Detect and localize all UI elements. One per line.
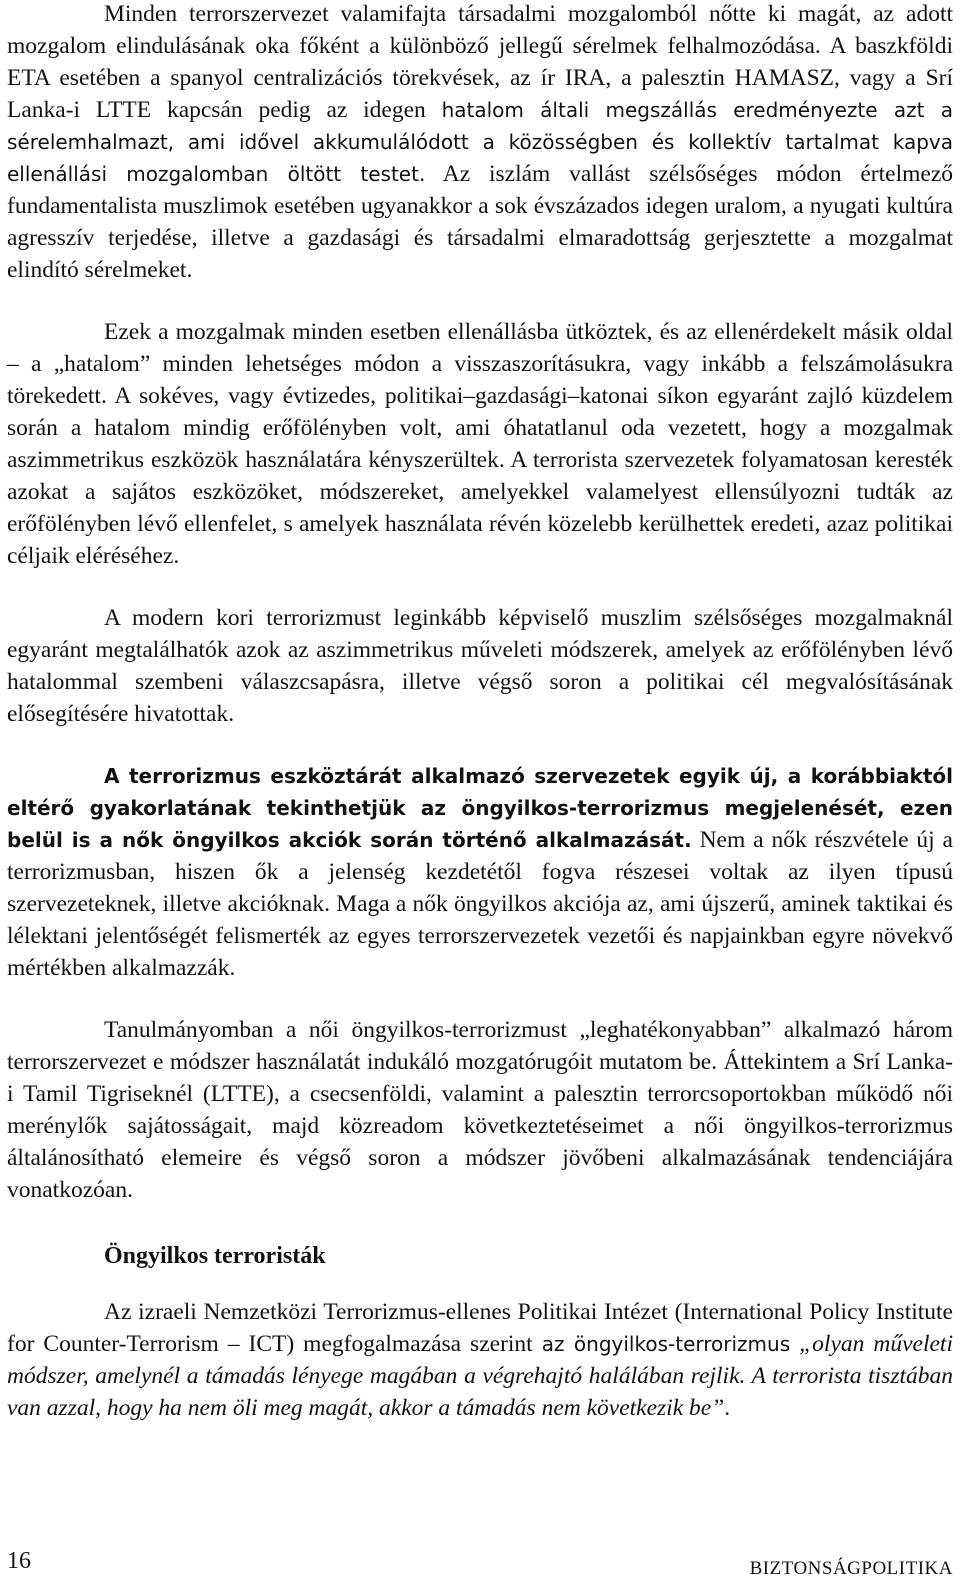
paragraph-6-quote: „olyan műveleti módszer, amelynél a támadás lényege magában a végrehajtó halálában rejlik. A terrorista tisztában van azzal, hogy ha nem öli meg magát, akkor a támadás nem következik be” [7, 1331, 953, 1421]
paragraph-2: Ezek a mozgalmak minden esetben ellenállásba ütköztek, és az ellenérdekelt másik oldal – a „hatalom” minden lehetséges módon a visszaszorításukra, vagy inkább a felszámolásukra törekedett. A sokéves, vagy évtizedes, politikai–gazdasági–katonai síkon egyaránt zajló küzdelem során a hatalom mindig erőfölényben volt, ami óhatatlanul oda vezetett, hogy a mozgalmak aszimmetrikus eszközök használatára kényszerültek. A terrorista szervezetek folyamatosan keresték azokat a sajátos eszközöket, módszereket, amelyekkel valamelyest ellensúlyozni tudták az erőfölényben lévő ellenfelet, s amelyek használata révén közelebb kerülhettek eredeti, azaz politikai céljaik eléréséhez. [7, 319, 953, 569]
paragraph-1-text-a: Minden terrorszervezet valamifajta társadalmi mozgalomból nőtte ki magát, az adott mozgalom elindulásának oka főként a különböző jellegű sérelmek felhalmozódása. A baszkföldi ETA esetében a spanyol centralizációs törekvések, az ír IRA, a palesztin HAMASZ, vagy a Srí Lanka-i LTTE kapcsán pedig az idegen [7, 1, 953, 123]
paragraph-6-text: Az izraeli Nemzetközi Terrorizmus-ellenes Politikai Intézet (International Policy Institute for Counter-Terrorism – ICT) megfogalmazása szerint [7, 1299, 953, 1357]
paragraph-1-text-b: Az iszlám vallást szélsőséges módon értelmező fundamentalista muszlimok esetében ugyanakkor a sok évszázados idegen uralom, a nyugati kultúra agresszív terjedése, illetve a gazdasági és társadalmi elmaradottság gerjesztette a mozgalmat elindító sérelmeket. [7, 161, 953, 283]
page-footer [7, 1548, 953, 1584]
page-number: 16 [7, 1548, 31, 1574]
paragraph-6-term: az öngyilkos-terrorizmus [541, 1332, 791, 1356]
paragraph-4-text: Nem a nők részvétele új a terrorizmusban, hiszen ők a jelenség kezdetétől fogva részesei voltak az ilyen típusú szervezeteknek, illetve akcióknak. Maga a nők öngyilkos akciója az, ami újszerű, aminek taktikai és lélektani jelentőségét felismerték az egyes terrorszervezetek vezetői és napjainkban egyre növekvő mértékben alkalmazzák. [7, 827, 953, 981]
paragraph-6-end: . [724, 1395, 731, 1421]
article-body [7, 0, 953, 1454]
paragraph-5: Tanulmányomban a női öngyilkos-terrorizmust „leghatékonyabban” alkalmazó három terrorszervezet e módszer használatát indukáló mozgatórugóit mutatom be. Áttekintem a Srí Lanka-i Tamil Tigriseknél (LTTE), a csecsenföldi, valamint a palesztin terrorcsoportokban működő női merénylők sajátosságait, majd közreadom következtetéseimet a női öngyilkos-terrorizmus általánosítható elemeire és végső soron a módszer jövőbeni alkalmazásának tendenciájára vonatkozóan. [7, 1017, 953, 1203]
paragraph-1-text-sans: hatalom általi megszállás eredményezte azt a sérelemhalmazt, ami idővel akkumulálódott a közösségben és kollektív tartalmat kapva ellenállási mozgalomban öltött testet. [7, 98, 953, 186]
paragraph-1 [7, 0, 953, 286]
journal-name: BIZTONSÁGPOLITIKA [749, 1558, 953, 1579]
paragraph-4 [7, 760, 953, 984]
paragraph-3: A modern kori terrorizmust leginkább képviselő muszlim szélsőséges mozgalmaknál egyaránt megtalálhatók azok az aszimmetrikus műveleti módszerek, amelyek az erőfölényben lévő hatalommal szembeni válaszcsapásra, illetve végső soron a politikai cél megvalósításának elősegítésére hivatottak. [7, 605, 953, 727]
section-heading: Öngyilkos terroristák [104, 1243, 326, 1269]
paragraph-6 [7, 1296, 953, 1424]
paragraph-4-highlight: A terrorizmus eszköztárát alkalmazó szervezetek egyik új, a korábbiaktól eltérő gyakorlatának tekinthetjük az öngyilkos-terrorizmus megjelenését, ezen belül is a nők öngyilkos akciók során történő alkalmazását. [7, 764, 953, 852]
